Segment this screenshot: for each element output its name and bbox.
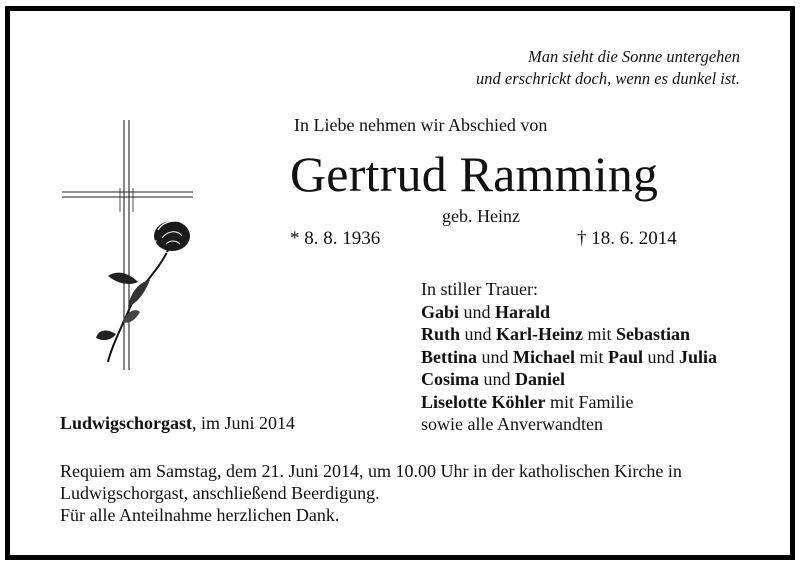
mourner-lines (421, 301, 717, 414)
service-notice (60, 460, 682, 526)
maiden-name: geb. Heinz (442, 206, 520, 226)
mourner-name: Paul (608, 346, 644, 367)
mourner-name: Michael (513, 346, 575, 367)
mourner-name: Harald (495, 301, 551, 322)
notice-line-1: Requiem am Samstag, dem 21. Juni 2014, um 10.00 Uhr in der katholischen Kirche in (60, 461, 682, 481)
mourner-name: Sebastian (616, 324, 691, 344)
mourner-name: Julia (679, 346, 718, 367)
mourner-connector: und (643, 346, 680, 367)
mourner-name: Gabi (421, 301, 460, 322)
mourners-block (421, 278, 717, 436)
mourners-closing: sowie alle Anverwandten (421, 414, 603, 434)
place-and-date (60, 413, 295, 434)
deceased-name: Gertrud Ramming (290, 146, 659, 202)
mourner-connector: und (459, 301, 496, 322)
mourner-name: Bettina (421, 346, 477, 367)
notice-line-2: Ludwigschorgast, anschließend Beerdigung. (60, 483, 380, 503)
motto-quote (476, 46, 740, 90)
mourner-line (421, 301, 717, 324)
intro-text: In Liebe nehmen wir Abschied von (294, 115, 548, 135)
mourner-line (421, 346, 717, 369)
death-date: † 18. 6. 2014 (577, 228, 677, 249)
mourner-name: Liselotte Köhler (421, 391, 546, 412)
mourner-connector: mit (574, 346, 608, 367)
place-date: , im Juni 2014 (192, 413, 296, 433)
mourner-name: Karl-Heinz (496, 324, 583, 344)
mourner-line (421, 391, 717, 414)
mourner-line (421, 368, 717, 391)
motto-line-2: und erschrickt doch, wenn es dunkel ist. (476, 69, 740, 88)
mourner-connector: und (477, 346, 513, 367)
mourner-line (421, 323, 717, 346)
motto-line-1: Man sieht die Sonne untergehen (527, 47, 740, 66)
mourner-connector: mit (583, 324, 617, 344)
mourner-connector: und (479, 369, 515, 389)
place-town: Ludwigschorgast (60, 413, 193, 433)
mourner-connector: und (460, 324, 497, 344)
mourner-name: Cosima (421, 369, 479, 389)
mourner-connector: mit Familie (545, 391, 634, 412)
birth-date: * 8. 8. 1936 (290, 228, 381, 249)
mourners-heading: In stiller Trauer: (421, 279, 538, 299)
mourner-name: Ruth (421, 324, 461, 344)
notice-line-3: Für alle Anteilnahme herzlichen Dank. (60, 505, 340, 525)
cross-with-rose-icon (58, 112, 198, 372)
mourner-name: Daniel (515, 369, 566, 389)
